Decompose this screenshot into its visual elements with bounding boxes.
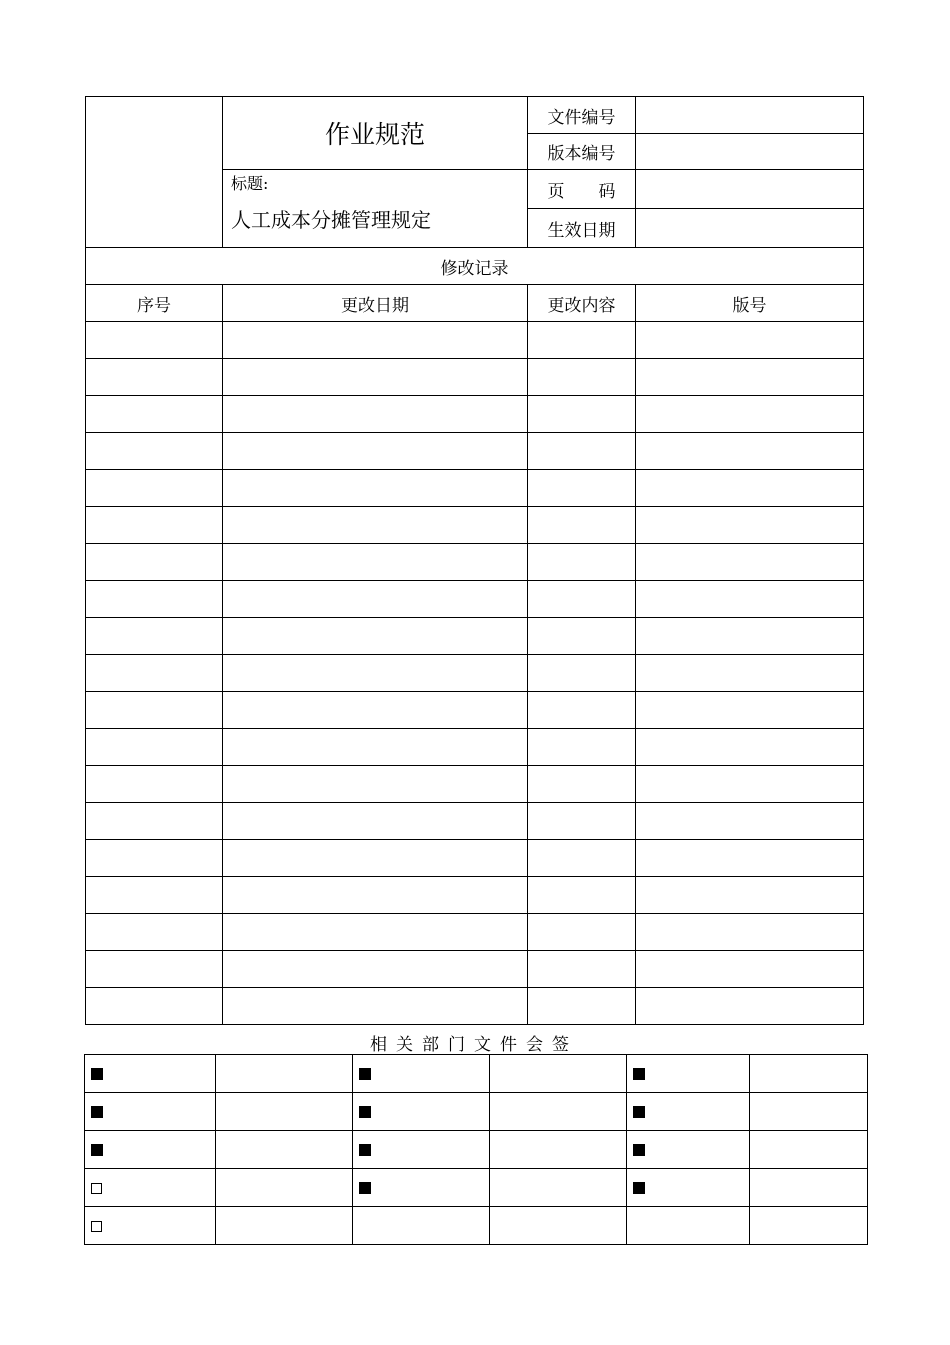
revision-cell[interactable] [223,507,528,544]
signoff-signature-cell[interactable] [216,1207,353,1245]
signoff-row [85,1169,868,1207]
revision-cell[interactable] [223,766,528,803]
revision-cell[interactable] [636,766,864,803]
revision-cell[interactable] [636,618,864,655]
signoff-dept-cell [627,1093,750,1131]
revision-cell[interactable] [528,618,636,655]
revision-cell[interactable] [636,581,864,618]
revision-row [86,655,864,692]
revision-cell[interactable] [528,988,636,1025]
revision-cell[interactable] [223,877,528,914]
revision-cell[interactable] [86,544,223,581]
signoff-signature-cell[interactable] [490,1055,627,1093]
revision-cell[interactable] [223,914,528,951]
revision-cell[interactable] [86,692,223,729]
meta-label-page: 页 码 [528,170,636,209]
revision-row [86,581,864,618]
revision-col-content: 更改内容 [528,285,636,322]
filled-square-icon [359,1068,371,1080]
revision-row [86,914,864,951]
signoff-dept-cell [353,1131,490,1169]
signoff-signature-cell[interactable] [216,1131,353,1169]
revision-cell[interactable] [223,581,528,618]
revision-cell[interactable] [528,470,636,507]
filled-square-icon [633,1068,645,1080]
revision-cell[interactable] [86,507,223,544]
revision-cell[interactable] [528,803,636,840]
revision-cell[interactable] [86,988,223,1025]
revision-cell[interactable] [223,803,528,840]
revision-row [86,544,864,581]
revision-cell[interactable] [528,322,636,359]
revision-cell[interactable] [636,433,864,470]
revision-cell[interactable] [223,322,528,359]
revision-cell[interactable] [636,840,864,877]
revision-row [86,433,864,470]
revision-cell[interactable] [636,396,864,433]
revision-cell[interactable] [528,544,636,581]
revision-row [86,359,864,396]
revision-cell[interactable] [528,914,636,951]
revision-cell[interactable] [528,359,636,396]
revision-cell[interactable] [528,766,636,803]
revision-cell[interactable] [223,951,528,988]
revision-cell[interactable] [528,840,636,877]
signoff-heading: 相关部门文件会签 [370,1035,578,1055]
revision-cell[interactable] [86,433,223,470]
signoff-dept-cell [627,1169,750,1207]
revision-col-seq: 序号 [86,285,223,322]
revision-row [86,396,864,433]
revision-cell[interactable] [636,803,864,840]
meta-value-page[interactable] [636,170,864,209]
revision-cell[interactable] [636,544,864,581]
signoff-dept-cell [627,1131,750,1169]
signoff-table [84,1054,868,1245]
filled-square-icon [359,1106,371,1118]
signoff-signature-cell[interactable] [750,1169,868,1207]
revision-cell[interactable] [86,581,223,618]
signoff-signature-cell[interactable] [750,1055,868,1093]
revision-cell[interactable] [86,470,223,507]
signoff-row [85,1093,868,1131]
signoff-signature-cell[interactable] [750,1207,868,1245]
signoff-signature-cell[interactable] [750,1093,868,1131]
revision-cell[interactable] [528,877,636,914]
filled-square-icon [633,1182,645,1194]
revision-row [86,803,864,840]
signoff-signature-cell[interactable] [490,1093,627,1131]
revision-cell[interactable] [223,396,528,433]
revision-col-date: 更改日期 [223,285,528,322]
signoff-dept-cell [353,1093,490,1131]
signoff-signature-cell[interactable] [490,1207,627,1245]
revision-cell[interactable] [528,433,636,470]
filled-square-icon [359,1144,371,1156]
signoff-row [85,1207,868,1245]
filled-square-icon [633,1106,645,1118]
signoff-row [85,1055,868,1093]
signoff-dept-cell [85,1207,216,1245]
meta-value-doc-number[interactable] [636,97,864,134]
document-header-table [85,96,864,1025]
signoff-signature-cell[interactable] [216,1169,353,1207]
revision-cell[interactable] [86,396,223,433]
revision-row [86,729,864,766]
title-cell [223,170,528,248]
title-label: 标题: [231,174,269,193]
revision-row [86,470,864,507]
signoff-row [85,1131,868,1169]
doc-title: 作业规范 [223,97,528,170]
signoff-dept-cell [85,1169,216,1207]
meta-label-doc-number: 文件编号 [528,97,636,134]
revision-cell[interactable] [86,840,223,877]
revision-row [86,877,864,914]
signoff-dept-cell [627,1055,750,1093]
signoff-dept-cell [85,1131,216,1169]
filled-square-icon [91,1106,103,1118]
signoff-signature-cell[interactable] [490,1131,627,1169]
revision-cell[interactable] [636,359,864,396]
revision-row [86,322,864,359]
revision-cell[interactable] [636,877,864,914]
meta-value-effective-date[interactable] [636,209,864,248]
revision-row [86,766,864,803]
revision-cell[interactable] [86,322,223,359]
revision-row [86,692,864,729]
empty-checkbox-icon[interactable] [91,1221,102,1232]
revision-cell[interactable] [223,655,528,692]
revision-cell[interactable] [223,618,528,655]
revision-row [86,840,864,877]
revision-cell[interactable] [86,729,223,766]
meta-label-version: 版本编号 [528,134,636,170]
signoff-dept-cell [85,1055,216,1093]
filled-square-icon [91,1068,103,1080]
signoff-signature-cell[interactable] [490,1169,627,1207]
title-value: 人工成本分摊管理规定 [231,208,431,232]
revision-cell[interactable] [86,618,223,655]
revision-col-version: 版号 [636,285,864,322]
revision-cell[interactable] [223,692,528,729]
revision-cell[interactable] [528,655,636,692]
signoff-dept-cell [627,1207,750,1245]
revision-row [86,951,864,988]
revision-cell[interactable] [528,396,636,433]
revision-cell[interactable] [636,322,864,359]
filled-square-icon [633,1144,645,1156]
revision-cell[interactable] [86,359,223,396]
signoff-signature-cell[interactable] [216,1093,353,1131]
signoff-signature-cell[interactable] [216,1055,353,1093]
revision-cell[interactable] [223,470,528,507]
revision-cell[interactable] [86,655,223,692]
revision-cell[interactable] [223,840,528,877]
revision-cell[interactable] [223,433,528,470]
revision-cell[interactable] [528,507,636,544]
signoff-dept-cell [353,1169,490,1207]
revision-cell[interactable] [636,914,864,951]
revision-cell[interactable] [528,729,636,766]
revision-cell[interactable] [636,507,864,544]
signoff-signature-cell[interactable] [750,1131,868,1169]
signoff-dept-cell [353,1207,490,1245]
revision-cell[interactable] [636,729,864,766]
revision-cell[interactable] [636,951,864,988]
revision-cell[interactable] [528,692,636,729]
revision-row [86,988,864,1025]
revision-row [86,507,864,544]
revision-cell[interactable] [636,988,864,1025]
revision-cell[interactable] [223,544,528,581]
signoff-dept-cell [85,1093,216,1131]
revision-cell[interactable] [528,951,636,988]
filled-square-icon [91,1144,103,1156]
logo-cell [86,97,223,248]
revision-cell[interactable] [223,988,528,1025]
revision-cell[interactable] [86,951,223,988]
filled-square-icon [359,1182,371,1194]
revision-cell[interactable] [636,655,864,692]
revision-row [86,618,864,655]
revision-cell[interactable] [223,729,528,766]
revision-cell[interactable] [636,470,864,507]
meta-label-effective-date: 生效日期 [528,209,636,248]
revision-section-title: 修改记录 [86,248,864,285]
meta-value-version[interactable] [636,134,864,170]
revision-cell[interactable] [86,766,223,803]
revision-cell[interactable] [86,914,223,951]
revision-cell[interactable] [86,877,223,914]
revision-cell[interactable] [223,359,528,396]
empty-checkbox-icon[interactable] [91,1183,102,1194]
revision-cell[interactable] [528,581,636,618]
revision-cell[interactable] [636,692,864,729]
revision-cell[interactable] [86,803,223,840]
signoff-dept-cell [353,1055,490,1093]
